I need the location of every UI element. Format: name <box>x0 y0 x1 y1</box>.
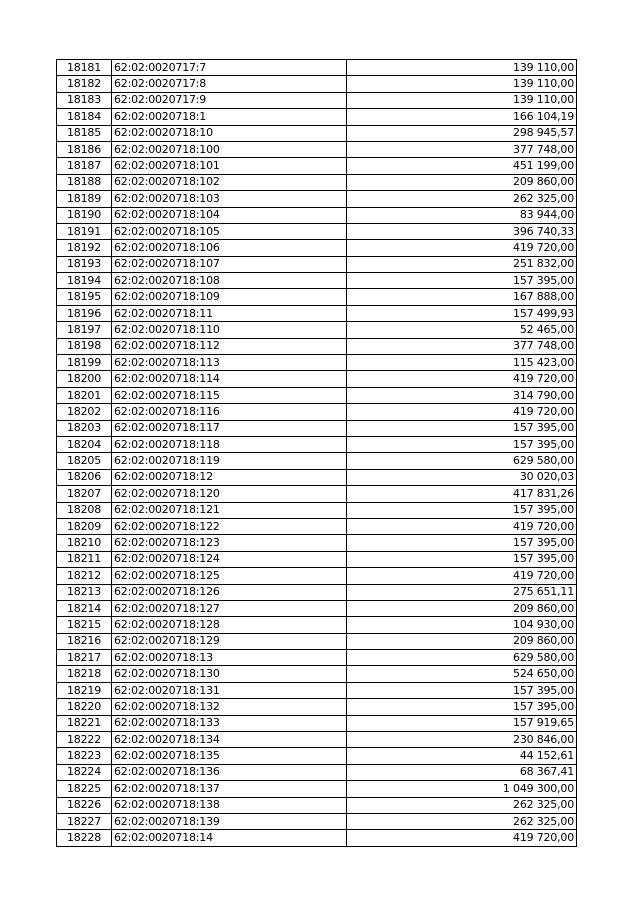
cadastral-value-cell: 298 945,57 <box>347 125 577 141</box>
cadastral-number-cell: 62:02:0020717:8 <box>112 76 347 92</box>
cadastral-number-cell: 62:02:0020718:123 <box>112 535 347 551</box>
table-row <box>57 273 577 289</box>
table-row <box>57 650 577 666</box>
cadastral-number-cell: 62:02:0020718:130 <box>112 666 347 682</box>
row-number-cell: 18189 <box>57 191 112 207</box>
row-number-cell: 18202 <box>57 404 112 420</box>
table-row <box>57 436 577 452</box>
cadastral-number-cell: 62:02:0020718:114 <box>112 371 347 387</box>
cadastral-value-cell: 209 860,00 <box>347 174 577 190</box>
row-number-cell: 18225 <box>57 781 112 797</box>
row-number-cell: 18220 <box>57 699 112 715</box>
cadastral-value-cell: 275 651,11 <box>347 584 577 600</box>
cadastral-value-cell: 262 325,00 <box>347 191 577 207</box>
row-number-cell: 18224 <box>57 764 112 780</box>
table-row <box>57 781 577 797</box>
cadastral-value-cell: 139 110,00 <box>347 60 577 76</box>
table-row <box>57 92 577 108</box>
table-row <box>57 420 577 436</box>
row-number-cell: 18211 <box>57 551 112 567</box>
cadastral-number-cell: 62:02:0020718:105 <box>112 223 347 239</box>
cadastral-number-cell: 62:02:0020718:11 <box>112 305 347 321</box>
cadastral-value-cell: 115 423,00 <box>347 355 577 371</box>
row-number-cell: 18190 <box>57 207 112 223</box>
cadastral-number-cell: 62:02:0020718:125 <box>112 568 347 584</box>
cadastral-number-cell: 62:02:0020718:1 <box>112 109 347 125</box>
row-number-cell: 18200 <box>57 371 112 387</box>
cadastral-number-cell: 62:02:0020718:113 <box>112 355 347 371</box>
cadastral-value-cell: 157 395,00 <box>347 699 577 715</box>
row-number-cell: 18198 <box>57 338 112 354</box>
cadastral-value-cell: 262 325,00 <box>347 797 577 813</box>
cadastral-value-cell: 262 325,00 <box>347 813 577 829</box>
table-row <box>57 486 577 502</box>
cadastral-value-cell: 83 944,00 <box>347 207 577 223</box>
table-row <box>57 223 577 239</box>
cadastral-value-cell: 377 748,00 <box>347 338 577 354</box>
cadastral-value-cell: 139 110,00 <box>347 92 577 108</box>
cadastral-number-cell: 62:02:0020718:129 <box>112 633 347 649</box>
cadastral-value-cell: 209 860,00 <box>347 633 577 649</box>
table-row <box>57 748 577 764</box>
cadastral-value-cell: 230 846,00 <box>347 732 577 748</box>
cadastral-value-cell: 52 465,00 <box>347 322 577 338</box>
cadastral-value-cell: 314 790,00 <box>347 387 577 403</box>
cadastral-number-cell: 62:02:0020718:136 <box>112 764 347 780</box>
cadastral-number-cell: 62:02:0020717:7 <box>112 60 347 76</box>
table-row <box>57 518 577 534</box>
row-number-cell: 18223 <box>57 748 112 764</box>
cadastral-number-cell: 62:02:0020718:106 <box>112 240 347 256</box>
cadastral-value-cell: 419 720,00 <box>347 518 577 534</box>
cadastral-number-cell: 62:02:0020718:100 <box>112 141 347 157</box>
cadastral-value-cell: 157 395,00 <box>347 551 577 567</box>
cadastral-value-cell: 157 395,00 <box>347 420 577 436</box>
cadastral-number-cell: 62:02:0020718:134 <box>112 732 347 748</box>
table-row <box>57 125 577 141</box>
cadastral-number-cell: 62:02:0020718:112 <box>112 338 347 354</box>
table-row <box>57 764 577 780</box>
cadastral-number-cell: 62:02:0020718:121 <box>112 502 347 518</box>
cadastral-number-cell: 62:02:0020718:104 <box>112 207 347 223</box>
cadastral-number-cell: 62:02:0020718:133 <box>112 715 347 731</box>
cadastral-value-cell: 157 919,65 <box>347 715 577 731</box>
cadastral-number-cell: 62:02:0020718:118 <box>112 436 347 452</box>
row-number-cell: 18196 <box>57 305 112 321</box>
cadastral-value-cell: 157 395,00 <box>347 273 577 289</box>
row-number-cell: 18185 <box>57 125 112 141</box>
cadastral-value-cell: 30 020,03 <box>347 469 577 485</box>
cadastral-value-cell: 451 199,00 <box>347 158 577 174</box>
cadastral-value-cell: 157 395,00 <box>347 502 577 518</box>
cadastral-value-cell: 629 580,00 <box>347 650 577 666</box>
cadastral-value-cell: 251 832,00 <box>347 256 577 272</box>
cadastral-number-cell: 62:02:0020718:108 <box>112 273 347 289</box>
cadastral-value-cell: 396 740,33 <box>347 223 577 239</box>
row-number-cell: 18183 <box>57 92 112 108</box>
row-number-cell: 18214 <box>57 600 112 616</box>
row-number-cell: 18217 <box>57 650 112 666</box>
cadastral-value-cell: 68 367,41 <box>347 764 577 780</box>
table-row <box>57 551 577 567</box>
row-number-cell: 18206 <box>57 469 112 485</box>
table-row <box>57 617 577 633</box>
table-row <box>57 207 577 223</box>
row-number-cell: 18187 <box>57 158 112 174</box>
row-number-cell: 18210 <box>57 535 112 551</box>
table-row <box>57 305 577 321</box>
table-row <box>57 289 577 305</box>
cadastral-number-cell: 62:02:0020718:120 <box>112 486 347 502</box>
row-number-cell: 18222 <box>57 732 112 748</box>
table-row <box>57 76 577 92</box>
table-row <box>57 600 577 616</box>
cadastral-number-cell: 62:02:0020718:117 <box>112 420 347 436</box>
row-number-cell: 18204 <box>57 436 112 452</box>
row-number-cell: 18205 <box>57 453 112 469</box>
cadastral-value-cell: 157 395,00 <box>347 535 577 551</box>
table-row <box>57 191 577 207</box>
row-number-cell: 18194 <box>57 273 112 289</box>
cadastral-number-cell: 62:02:0020718:14 <box>112 830 347 846</box>
row-number-cell: 18191 <box>57 223 112 239</box>
cadastral-number-cell: 62:02:0020718:138 <box>112 797 347 813</box>
row-number-cell: 18182 <box>57 76 112 92</box>
cadastral-value-cell: 157 499,93 <box>347 305 577 321</box>
cadastral-number-cell: 62:02:0020718:115 <box>112 387 347 403</box>
cadastral-value-cell: 44 152,61 <box>347 748 577 764</box>
row-number-cell: 18212 <box>57 568 112 584</box>
table-row <box>57 158 577 174</box>
cadastral-value-cell: 104 930,00 <box>347 617 577 633</box>
table-row <box>57 682 577 698</box>
cadastral-value-cell: 167 888,00 <box>347 289 577 305</box>
cadastral-value-cell: 419 720,00 <box>347 404 577 420</box>
row-number-cell: 18184 <box>57 109 112 125</box>
row-number-cell: 18215 <box>57 617 112 633</box>
cadastral-number-cell: 62:02:0020718:139 <box>112 813 347 829</box>
cadastral-number-cell: 62:02:0020718:13 <box>112 650 347 666</box>
cadastral-number-cell: 62:02:0020718:109 <box>112 289 347 305</box>
cadastral-value-cell: 419 720,00 <box>347 371 577 387</box>
table-body <box>57 60 577 847</box>
table-row <box>57 453 577 469</box>
cadastral-number-cell: 62:02:0020718:137 <box>112 781 347 797</box>
table-row <box>57 633 577 649</box>
table-row <box>57 469 577 485</box>
table-row <box>57 715 577 731</box>
row-number-cell: 18228 <box>57 830 112 846</box>
row-number-cell: 18186 <box>57 141 112 157</box>
table-row <box>57 830 577 846</box>
table-row <box>57 240 577 256</box>
cadastral-value-cell: 157 395,00 <box>347 436 577 452</box>
row-number-cell: 18207 <box>57 486 112 502</box>
table-row <box>57 502 577 518</box>
cadastral-number-cell: 62:02:0020718:127 <box>112 600 347 616</box>
row-number-cell: 18209 <box>57 518 112 534</box>
table-row <box>57 322 577 338</box>
table-row <box>57 666 577 682</box>
document-page <box>56 59 577 847</box>
cadastral-number-cell: 62:02:0020718:12 <box>112 469 347 485</box>
table-row <box>57 387 577 403</box>
table-row <box>57 797 577 813</box>
cadastral-value-cell: 419 720,00 <box>347 830 577 846</box>
cadastral-value-cell: 419 720,00 <box>347 568 577 584</box>
cadastral-number-cell: 62:02:0020718:10 <box>112 125 347 141</box>
cadastral-number-cell: 62:02:0020718:116 <box>112 404 347 420</box>
cadastral-value-cell: 524 650,00 <box>347 666 577 682</box>
cadastral-number-cell: 62:02:0020718:110 <box>112 322 347 338</box>
table-row <box>57 355 577 371</box>
cadastral-number-cell: 62:02:0020718:131 <box>112 682 347 698</box>
cadastral-value-cell: 139 110,00 <box>347 76 577 92</box>
row-number-cell: 18227 <box>57 813 112 829</box>
table-row <box>57 256 577 272</box>
row-number-cell: 18221 <box>57 715 112 731</box>
row-number-cell: 18188 <box>57 174 112 190</box>
cadastral-value-cell: 629 580,00 <box>347 453 577 469</box>
cadastral-number-cell: 62:02:0020718:126 <box>112 584 347 600</box>
cadastral-number-cell: 62:02:0020718:128 <box>112 617 347 633</box>
row-number-cell: 18203 <box>57 420 112 436</box>
row-number-cell: 18195 <box>57 289 112 305</box>
row-number-cell: 18213 <box>57 584 112 600</box>
table-row <box>57 813 577 829</box>
cadastral-number-cell: 62:02:0020718:102 <box>112 174 347 190</box>
cadastral-number-cell: 62:02:0020718:132 <box>112 699 347 715</box>
table-row <box>57 699 577 715</box>
table-row <box>57 141 577 157</box>
row-number-cell: 18226 <box>57 797 112 813</box>
row-number-cell: 18218 <box>57 666 112 682</box>
cadastral-value-cell: 419 720,00 <box>347 240 577 256</box>
row-number-cell: 18199 <box>57 355 112 371</box>
table-row <box>57 60 577 76</box>
cadastral-value-cell: 417 831,26 <box>347 486 577 502</box>
cadastral-value-cell: 377 748,00 <box>347 141 577 157</box>
row-number-cell: 18193 <box>57 256 112 272</box>
table-row <box>57 174 577 190</box>
cadastral-value-cell: 1 049 300,00 <box>347 781 577 797</box>
table-row <box>57 404 577 420</box>
table-row <box>57 338 577 354</box>
row-number-cell: 18208 <box>57 502 112 518</box>
cadastral-number-cell: 62:02:0020718:122 <box>112 518 347 534</box>
cadastral-number-cell: 62:02:0020718:135 <box>112 748 347 764</box>
row-number-cell: 18197 <box>57 322 112 338</box>
row-number-cell: 18181 <box>57 60 112 76</box>
row-number-cell: 18219 <box>57 682 112 698</box>
cadastral-number-cell: 62:02:0020718:119 <box>112 453 347 469</box>
cadastral-value-cell: 157 395,00 <box>347 682 577 698</box>
cadastral-value-cell: 209 860,00 <box>347 600 577 616</box>
table-row <box>57 568 577 584</box>
cadastral-value-cell: 166 104,19 <box>347 109 577 125</box>
cadastral-number-cell: 62:02:0020718:107 <box>112 256 347 272</box>
table-row <box>57 109 577 125</box>
cadastral-value-table <box>56 59 577 847</box>
table-row <box>57 535 577 551</box>
row-number-cell: 18216 <box>57 633 112 649</box>
table-row <box>57 584 577 600</box>
table-row <box>57 371 577 387</box>
cadastral-number-cell: 62:02:0020718:124 <box>112 551 347 567</box>
row-number-cell: 18201 <box>57 387 112 403</box>
cadastral-number-cell: 62:02:0020718:101 <box>112 158 347 174</box>
cadastral-number-cell: 62:02:0020717:9 <box>112 92 347 108</box>
row-number-cell: 18192 <box>57 240 112 256</box>
table-row <box>57 732 577 748</box>
cadastral-number-cell: 62:02:0020718:103 <box>112 191 347 207</box>
